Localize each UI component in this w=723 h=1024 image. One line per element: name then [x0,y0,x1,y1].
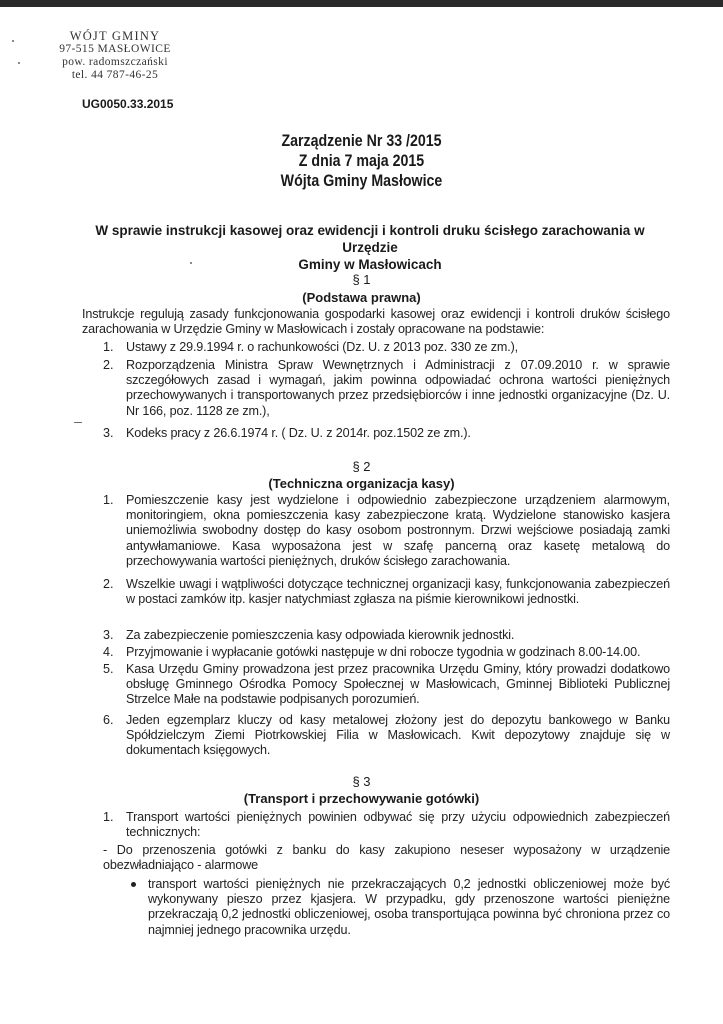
s1-item-3-number: 3. [103,426,114,440]
s2-item-5-text: Kasa Urzędu Gminy prowadzona jest przez pracownika Urzędu Gminy, który prowadzi dodatkowo obsługę Gminnego Ośrodka Pomocy Społecznej w Masłowicach, Gminnej Biblioteki Publicznej Strzelce Małe na podstawie podpisanych porozumień. [126,662,670,707]
subject-line-2: Gminy w Masłowicach [298,257,442,272]
document-reference: UG0050.33.2015 [82,97,174,111]
document-subject [70,222,670,273]
s2-item-1-number: 1. [103,493,114,507]
bullet-dot-icon [131,882,136,887]
s3-bullet-text: transport wartości pieniężnych nie przekraczających 0,2 jednostki obliczeniowej może być wykonywany pieszo przez kjasjera. W przypadku, gdy przenoszone wartości pieniężne przekraczają 0,2 jednostki obliczeniowej, osoba transportująca powinna być chroniona przez co najmniej jednego pracownika urzędu. [148,877,670,937]
scan-speck [74,422,82,423]
section-2-mark: § 2 [352,459,371,474]
scan-speck [190,262,192,264]
s2-item-3-text: Za zabezpieczenie pomieszczenia kasy odpowiada kierownik jednostki. [126,628,515,642]
s2-item-1-text: Pomieszczenie kasy jest wydzielone i odpowiednio zabezpieczone urządzeniem alarmowym, monitoringiem, okna pomieszczenia kasy zabezpieczone kratą. Wydzielone stanowisko kasjera uniemożliwia swobodny dostęp do kasy osobom postronnym. Drzwi wejściowe posiadają zamki antywłamaniowe. Kasa wyposażona jest w szafę pancerną oraz kasetę metalową do przechowywania wartości pieniężnych, druków ścisłego zarachowania. [126,493,670,568]
title-line-1: Zarządzenie Nr 33 /2015 [281,132,442,150]
stamp-line-4: tel. 44 787-46-25 [71,69,159,81]
subject-line-1: W sprawie instrukcji kasowej oraz ewidencji i kontroli druku ścisłego zarachowania w Urzędzie [95,223,645,255]
s3-item-1-number: 1. [103,810,114,824]
s1-item-2-text: Rozporządzenia Ministra Spraw Wewnętrznych i Administracji z 07.09.2010 r. w sprawie szczegółowych zasad i wymagań, jakim powinna odpowiadać ochrona wartości pieniężnych przechowywanych i transportowanych przez przedsiębiorców i inne jednostki organizacyjne (Dz. U. Nr 166, poz. 1128 ze zm.), [126,358,670,418]
s1-item-2-number: 2. [103,358,114,372]
document-title [0,131,723,191]
section-1-intro: Instrukcje regulują zasady funkcjonowania gospodarki kasowej oraz ewidencji i kontroli druków ścisłego zarachowania w Urzędzie Gminy w Masłowicach i zostały opracowane na podstawie: [82,307,670,337]
s3-item-1-text: Transport wartości pieniężnych powinien odbywać się przy użyciu odpowiednich zabezpieczeń technicznych: [126,810,670,840]
s1-item-1-text: Ustawy z 29.9.1994 r. o rachunkowości (Dz. U. z 2013 poz. 330 ze zm.), [126,340,518,354]
s2-item-4-text: Przyjmowanie i wypłacanie gotówki następuje w dni robocze tygodnia w godzinach 8.00-14.00. [126,645,641,659]
s2-item-6-number: 6. [103,713,114,727]
title-line-2: Z dnia 7 maja 2015 [298,152,425,170]
s1-item-1-number: 1. [103,340,114,354]
s2-item-3-number: 3. [103,628,114,642]
s1-item-3-text: Kodeks pracy z 26.6.1974 r. ( Dz. U. z 2014r. poz.1502 ze zm.). [126,426,471,440]
s2-item-2-text: Wszelkie uwagi i wątpliwości dotyczące technicznej organizacji kasy, funkcjonowania zabezpieczeń w postaci zamków itp. kasjer natychmiast zgłasza na piśmie kierownikowi jednostki. [126,577,670,607]
scan-speck [12,40,14,42]
stamp-line-1: WÓJT GMINY [69,29,161,43]
section-3-title: (Transport i przechowywanie gotówki) [243,791,480,806]
section-1-title: (Podstawa prawna) [302,290,421,305]
office-stamp [30,30,200,82]
s2-item-5-number: 5. [103,662,114,676]
s2-item-2-number: 2. [103,577,114,591]
section-1-mark: § 1 [352,272,371,287]
s3-dash-text: - Do przenoszenia gotówki z banku do kasy zakupiono neseser wyposażony w urządzenie obezwładniająco - alarmowe [103,843,670,873]
s2-item-4-number: 4. [103,645,114,659]
scan-speck [18,62,20,64]
section-2-title: (Techniczna organizacja kasy) [268,476,455,491]
stamp-line-3: pow. radomszczański [62,56,168,68]
title-line-3: Wójta Gminy Masłowice [280,172,443,190]
s2-item-6-text: Jeden egzemplarz kluczy od kasy metalowej złożony jest do depozytu bankowego w Banku Spółdzielczym Ziemi Piotrkowskiej Filia w Masłowicach. Kwit depozytowy znajduje się w dokumentach księgowych. [126,713,670,758]
scan-top-edge [0,0,723,7]
section-3-mark: § 3 [352,774,371,789]
stamp-line-2: 97-515 MASŁOWICE [59,43,171,55]
